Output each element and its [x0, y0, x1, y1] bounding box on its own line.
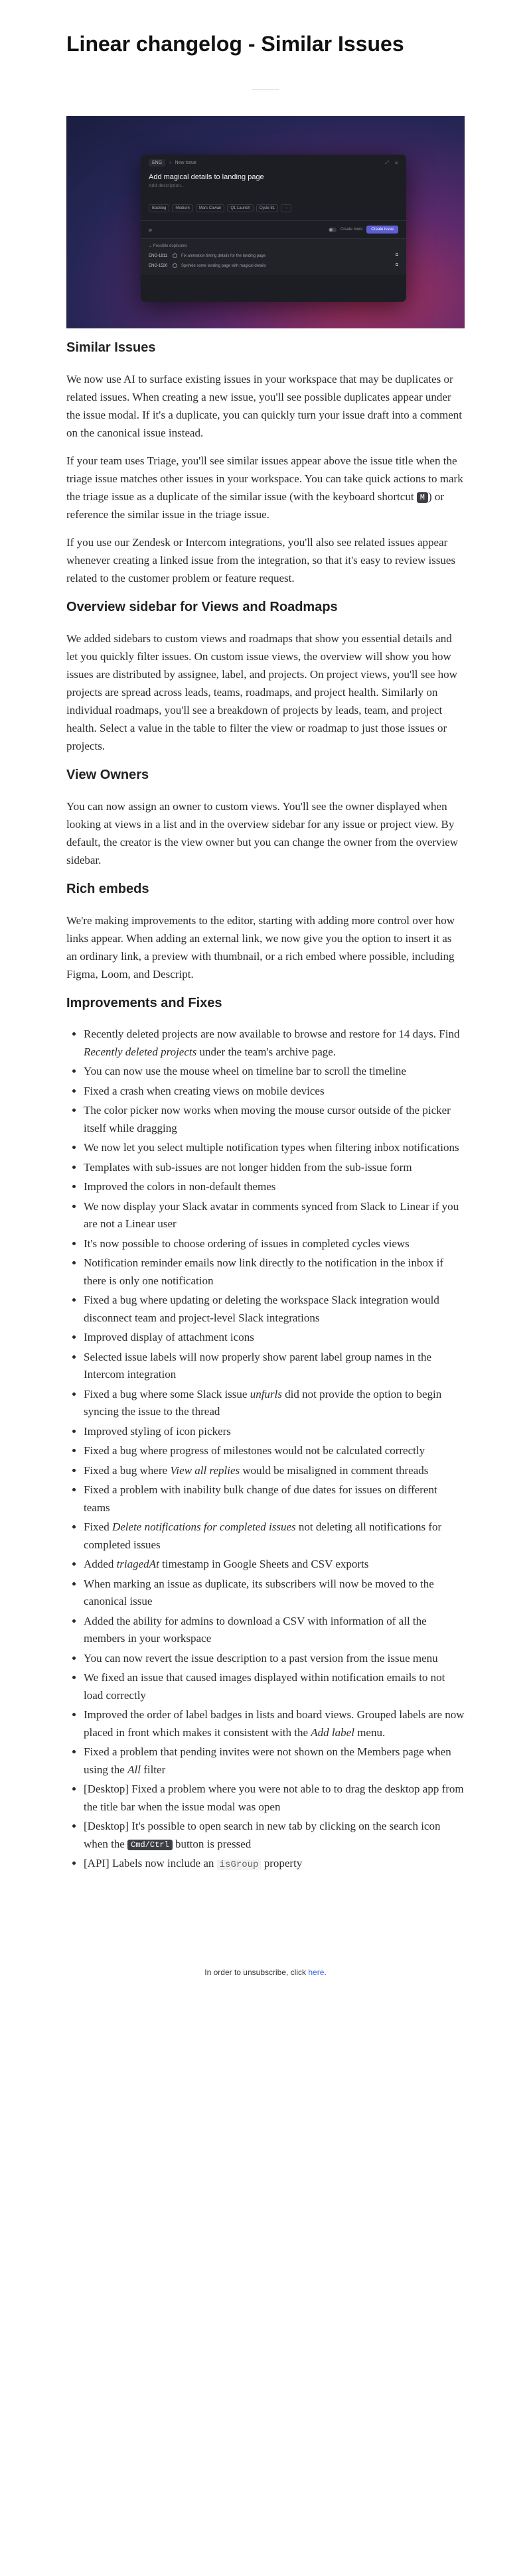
list-item: • Added the ability for admins to download a CSV with information of all the members in your workspace [84, 1613, 465, 1648]
create-more-label: Create more [340, 228, 363, 232]
list-item: • Improved display of attachment icons [84, 1329, 465, 1347]
team-chip: ENG [149, 159, 165, 167]
item-text: Added [84, 1558, 117, 1570]
list-item: • We now let you select multiple notification types when filtering inbox notifications [84, 1139, 465, 1157]
title-divider [252, 89, 279, 90]
more-chip: ··· [281, 204, 291, 212]
modal-footer [141, 221, 406, 238]
list-item: • Fixed a bug where progress of milestones would not be calculated correctly [84, 1442, 465, 1460]
issue-title: Add magical details to landing page [149, 173, 264, 181]
item-text: did not provide the option to begin syncing the issue to the thread [84, 1387, 442, 1418]
fixes-list [66, 1026, 465, 1874]
item-text: not deleting all notifications for completed issues [84, 1521, 442, 1551]
duplicate-id: ENG-1520 [149, 263, 168, 268]
duplicate-title: Fix animation timing details for the landing page [181, 253, 266, 258]
list-item: • You can now use the mouse wheel on timeline bar to scroll the timeline [84, 1063, 465, 1081]
list-item [84, 1386, 465, 1421]
paragraph: We're making improvements to the editor, starting with adding more control over how links appear. When adding an external link, we now give you the option to insert it as an ordinary link, a preview with thumbnail, or a rich embed where possible, including Figma, Loom, and Descript. [66, 914, 455, 981]
item-text: Fixed [84, 1521, 112, 1533]
list-item [84, 1519, 465, 1554]
item-emphasis: All [127, 1763, 141, 1776]
keyboard-shortcut: Cmd/Ctrl [127, 1840, 173, 1850]
paragraph: You can now assign an owner to custom views. You'll see the owner displayed when looking at views in a list and in the overview sidebar for any issue or project view. By default, the creator is the view owner but you can change the owner from the overview sidebar. [66, 800, 459, 866]
email-footer [0, 1876, 531, 1994]
chevron-right-icon: › [169, 161, 171, 165]
list-item [84, 1556, 465, 1574]
duplicates-label [149, 241, 398, 251]
item-text: timestamp in Google Sheets and CSV exports [159, 1558, 369, 1570]
paragraph-text: ) or reference the similar issue in the triage issue. [66, 490, 445, 521]
list-item [84, 1743, 465, 1779]
list-item [84, 1462, 465, 1480]
section-heading-rich-embeds: Rich embeds [66, 882, 149, 896]
item-text: filter [140, 1763, 166, 1776]
create-more-toggle [329, 228, 337, 232]
item-emphasis: unfurls [250, 1387, 282, 1400]
section-heading-overview-sidebar: Overview sidebar for Views and Roadmaps [66, 600, 338, 614]
unsubscribe-text: In order to unsubscribe, click [204, 1967, 309, 1977]
list-item: • Improved styling of icon pickers [84, 1423, 465, 1441]
new-issue-modal [141, 155, 406, 302]
item-text: [API] Labels now include an [84, 1857, 217, 1869]
list-item: • Improved the colors in non-default themes [84, 1178, 465, 1196]
list-item: • Fixed a crash when creating views on mobile devices [84, 1083, 465, 1101]
duplicate-row [149, 251, 398, 261]
duplicates-title: Possible duplicates [153, 244, 188, 248]
merge-icon: ⧉ [395, 253, 398, 257]
section-heading-view-owners: View Owners [66, 768, 149, 782]
possible-duplicates-panel [141, 238, 406, 275]
list-item: • The color picker now works when moving the mouse cursor outside of the picker itself while dragging [84, 1102, 465, 1137]
duplicate-title: Sprinkle some landing page with magical details [181, 263, 266, 268]
modal-header [141, 155, 406, 171]
project-chip: Q1 Launch [227, 204, 253, 212]
item-emphasis: Delete notifications for completed issues [112, 1521, 296, 1533]
close-icon: ✕ [394, 161, 398, 166]
paragraph: We added sidebars to custom views and roadmaps that show you essential details and let you quickly filter issues. On custom issue views, the overview will show you how issues are distributed by assignee, label, and projects. On project views, you'll see how projects are spread across leads, teams, roadmaps, and project health. Similarly on individual roadmaps, you'll see a breakdown of projects by leads, team, and project health. Select a value in the table to filter the view or roadmap to just those issues or projects. [66, 632, 457, 752]
priority-chip: Medium [172, 204, 192, 212]
item-emphasis: triagedAt [116, 1558, 159, 1570]
footer-actions [329, 226, 398, 234]
list-item: • Fixed a bug where updating or deleting the workspace Slack integration would disconnect team and project-level Slack integrations [84, 1292, 465, 1327]
item-text: Improved the order of label badges in lists and board views. Grouped labels are now placed in front which makes it consistent with the [84, 1708, 465, 1739]
list-item: • Selected issue labels will now properly show parent label group names in the Intercom integration [84, 1349, 465, 1384]
inline-code: isGroup [217, 1860, 262, 1870]
list-item [84, 1706, 465, 1741]
list-item: • Fixed a problem with inability bulk change of due dates for issues on different teams [84, 1481, 465, 1517]
list-item: • You can now revert the issue description to a past version from the issue menu [84, 1650, 465, 1668]
paragraph [66, 452, 465, 523]
status-chip: Backlog [149, 204, 169, 212]
create-issue-button: Create issue [366, 226, 398, 234]
footer-period: . [324, 1967, 327, 1977]
hero-image [66, 116, 465, 328]
list-item [84, 1855, 465, 1874]
paragraph: We now use AI to surface existing issues in your workspace that may be duplicates or related issues. When creating a new issue, you'll see possible duplicates appear under the issue modal. If it's a duplicate, you can quickly turn your issue draft into a comment on the canonical issue instead. [66, 373, 463, 439]
list-item: • We now display your Slack avatar in comments synced from Slack to Linear if you are not a Linear user [84, 1198, 465, 1233]
keyboard-shortcut: M [417, 492, 428, 503]
status-circle-icon [173, 263, 177, 268]
paragraph: If you use our Zendesk or Intercom integrations, you'll also see related issues appear whenever creating a linked issue from the integration, so that it's easy to review issues related to the customer problem or feature request. [66, 536, 456, 584]
item-text: [Desktop] It's possible to open search in new tab by clicking on the search icon when the [84, 1820, 441, 1850]
section-heading-improvements: Improvements and Fixes [66, 996, 222, 1010]
list-item [84, 1026, 465, 1061]
status-circle-icon [173, 253, 177, 258]
list-item: • Templates with sub-issues are not longer hidden from the sub-issue form [84, 1159, 465, 1177]
item-text: under the team's archive page. [196, 1045, 337, 1058]
unsubscribe-link[interactable]: here [308, 1967, 325, 1977]
property-chips [141, 188, 406, 212]
section-heading-similar-issues: Similar Issues [66, 340, 156, 355]
article [66, 0, 465, 1874]
item-text: would be misaligned in comment threads [240, 1463, 429, 1477]
assignee-chip: Marc Cowan [196, 204, 225, 212]
item-text: Recently deleted projects are now available to browse and restore for 14 days. Find [84, 1028, 460, 1040]
duplicate-row [149, 261, 398, 271]
merge-icon: ⧉ [395, 263, 398, 267]
page-title: Linear changelog - Similar Issues [66, 32, 404, 56]
item-text: property [261, 1857, 303, 1869]
item-text: Fixed a bug where some Slack issue [84, 1387, 250, 1400]
item-emphasis: View all replies [170, 1463, 240, 1477]
chevron-down-icon: ⌄ [149, 244, 153, 248]
item-text: Fixed a bug where [84, 1463, 171, 1477]
window-controls [386, 161, 398, 166]
list-item: • [Desktop] Fixed a problem where you were not able to to drag the desktop app from the title bar when the issue modal was open [84, 1781, 465, 1816]
list-item: • Notification reminder emails now link directly to the notification in the inbox if there is only one notification [84, 1254, 465, 1290]
paragraph-text: If your team uses Triage, you'll see similar issues appear above the issue title when the triage issue matches other issues in your workspace. You can take quick actions to mark the triage issue as a duplicate of the similar issue (with the keyboard shortcut [66, 454, 463, 503]
cycle-chip: Cycle 81 [256, 204, 278, 212]
list-item [84, 1818, 465, 1853]
list-item: • When marking an issue as duplicate, its subscribers will now be moved to the canonical issue [84, 1576, 465, 1611]
duplicate-id: ENG-1811 [149, 253, 167, 258]
item-emphasis: Recently deleted projects [84, 1045, 197, 1058]
expand-icon: ⤢ [385, 160, 390, 165]
item-text: button is pressed [172, 1837, 252, 1850]
issue-description: Add description... [149, 184, 185, 188]
paperclip-icon: ⌀ [149, 226, 152, 233]
item-emphasis: Add label [311, 1726, 354, 1739]
item-text: menu. [354, 1726, 386, 1739]
list-item: • We fixed an issue that caused images displayed within notification emails to not load correctly [84, 1669, 465, 1704]
item-text: Fixed a problem that pending invites were not shown on the Members page when using the [84, 1745, 451, 1776]
modal-breadcrumb: New issue [175, 161, 196, 165]
list-item: • It's now possible to choose ordering of issues in completed cycles views [84, 1235, 465, 1253]
